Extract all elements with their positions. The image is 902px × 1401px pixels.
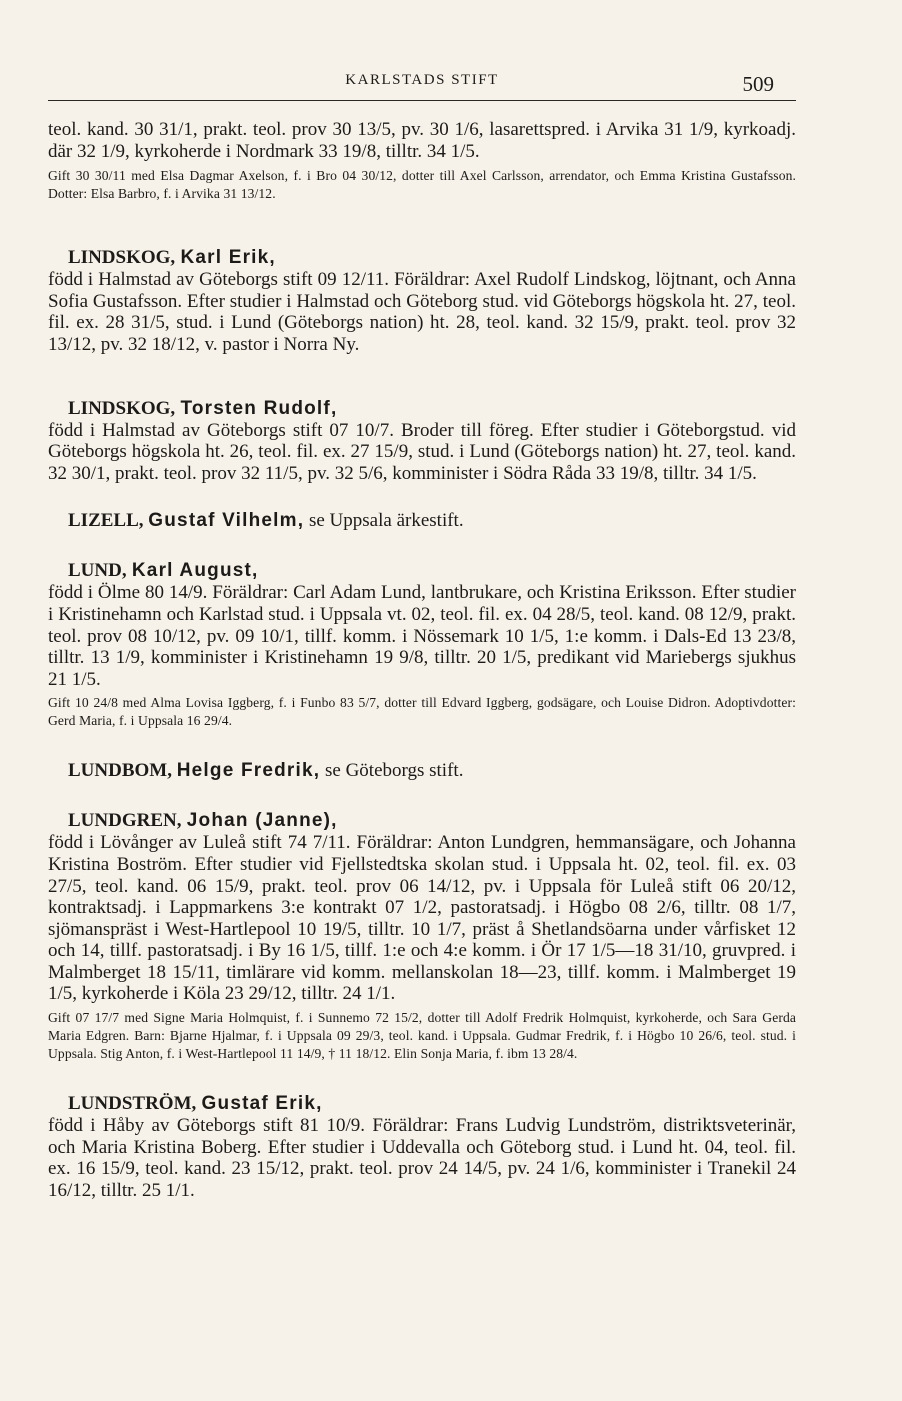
entry-given-name: Karl August,	[131, 560, 259, 582]
entry-cross-reference: se Uppsala ärkestift.	[308, 510, 464, 532]
entry-surname: LUND,	[68, 560, 127, 582]
entry-cross-reference: se Göteborgs stift.	[325, 760, 464, 782]
running-head: KARLSTADS STIFT	[345, 72, 499, 88]
entry-heading	[48, 398, 796, 420]
entry-heading	[48, 560, 796, 582]
entry-surname: LUNDGREN,	[68, 810, 182, 832]
entry-family: Gift 07 17/7 med Signe Maria Holmquist, f. i Sunnemo 72 15/2, dotter till Adolf Fredrik Holmquist, kyrkoherde, och Sara Gerda Maria Edgren. Barn: Bjarne Hjalmar, f. i Uppsala 09 29/3, teol. kand. i Uppsala. Gudmar Fredrik, f. i Högbo 10 26/6, teol. stud. i Uppsala. Stig Anton, f. i West-Hartlepool 11 14/9, † 11 18/12. Elin Sonja Maria, f. ibm 13 28/4.	[48, 1010, 796, 1062]
entry-bio: teol. kand. 30 31/1, prakt. teol. prov 30 13/5, pv. 30 1/6, lasarettspred. i Arvika 31 1/9, kyrkoadj. där 32 1/9, kyrkoherde i Nordmark 33 19/8, tilltr. 34 1/5.	[48, 119, 796, 162]
entry-surname: LINDSKOG,	[68, 247, 176, 269]
entry-lund-karl	[48, 560, 796, 730]
entry-surname: LIZELL,	[68, 510, 144, 532]
entry-bio: född i Håby av Göteborgs stift 81 10/9. Föräldrar: Frans Ludvig Lundström, distriktsveterinär, och Maria Kristina Boberg. Efter studier i Uddevalla och Göteborg stud. i Lund ht. 04, teol. fil. ex. 16 15/9, teol. kand. 23 15/12, prakt. teol. prov 24 14/5, pv. 24 1/6, komminister i Tranekil 24 16/12, tilltr. 25 1/1.	[48, 1115, 796, 1201]
entry-bio: född i Halmstad av Göteborgs stift 09 12/11. Föräldrar: Axel Rudolf Lindskog, löjtnant, och Anna Sofia Gustafsson. Efter studier i Halmstad och Göteborg stud. vid Göteborgs högskola ht. 27, teol. fil. ex. 28 31/5, stud. i Lund (Göteborgs nation) ht. 28, teol. kand. 32 15/9, prakt. teol. prov 32 13/12, pv. 32 18/12, v. pastor i Norra Ny.	[48, 269, 796, 355]
entry-given-name: Torsten Rudolf,	[180, 397, 338, 419]
entry-lundstrom-gustaf	[48, 1093, 796, 1201]
page-body	[48, 119, 796, 1229]
entry-given-name: Johan (Janne),	[186, 810, 338, 832]
entry-lundgren-johan	[48, 810, 796, 1063]
entry-bio: född i Lövånger av Luleå stift 74 7/11. Föräldrar: Anton Lundgren, hemmansägare, och Johanna Kristina Boström. Efter studier vid Fjellstedtska skolan stud. i Uppsala ht. 02, teol. fil. ex. 03 27/5, teol. kand. 06 15/9, prakt. teol. prov 06 14/12, pv. i Uppsala för Luleå stift 06 20/12, kontraktsadj. i Lappmarkens 3:e kontrakt 07 1/2, pastoratsadj. i Högbo 08 2/6, tilltr. 08 1/7, sjömanspräst i West-Hartlepool 10 19/5, tilltr. 10 1/7, präst å Shetlandsöarna under vårfisket 12 och 14, tillf. pastoratsadj. i By 16 1/5, tillf. 1:e och 4:e komm. i Ör 17 1/5—18 31/10, gruvpred. i Malmberget 18 15/11, timlärare vid komm. mellanskolan 18—23, tillf. komm. i Malmberget 19 1/5, kyrkoherde i Köla 23 29/12, tilltr. 24 1/1.	[48, 832, 796, 1005]
entry-continued	[48, 119, 796, 203]
entry-bio: född i Halmstad av Göteborgs stift 07 10/7. Broder till föreg. Efter studier i Göteborgstud. vid Göteborgs högskola ht. 26, teol. fil. ex. 27 15/9, stud. i Lund (Göteborgs nation) ht. 27, teol. kand. 32 30/1, prakt. teol. prov 32 11/5, pv. 32 5/6, komminister i Södra Råda 33 19/8, tilltr. 34 1/5.	[48, 419, 796, 484]
entry-surname: LUNDSTRÖM,	[68, 1093, 197, 1115]
entry-family: Gift 10 24/8 med Alma Lovisa Iggberg, f. i Funbo 83 5/7, dotter till Edvard Iggberg, godsägare, och Louise Didron. Adoptivdotter: Gerd Maria, f. i Uppsala 16 29/4.	[48, 695, 796, 729]
entry-surname: LINDSKOG,	[68, 397, 176, 419]
entry-lizell	[48, 510, 796, 532]
entry-lindskog-torsten	[48, 398, 796, 485]
entry-given-name: Gustaf Erik,	[201, 1093, 323, 1115]
entry-heading	[48, 247, 796, 269]
entry-given-name: Helge Fredrik,	[176, 760, 321, 782]
entry-heading	[48, 810, 796, 832]
page-number: 509	[742, 72, 774, 96]
entry-lindskog-karl	[48, 247, 796, 355]
entry-lundbom	[48, 760, 796, 782]
entry-bio: född i Ölme 80 14/9. Föräldrar: Carl Adam Lund, lantbrukare, och Kristina Eriksson. Efter studier i Kristinehamn och Karlstad stud. i Uppsala vt. 02, teol. fil. ex. 04 28/5, teol. kand. 08 12/9, prakt. teol. prov 08 10/12, pv. 09 10/1, tillf. komm. i Nössemark 10 1/5, 1:e komm. i Dals-Ed 13 23/8, tilltr. 13 1/9, komminister i Kristinehamn 19 9/8, tilltr. 20 1/5, predikant vid Mariebergs sjukhus 21 1/5.	[48, 582, 796, 690]
entry-family: Gift 30 30/11 med Elsa Dagmar Axelson, f. i Bro 04 30/12, dotter till Axel Carlsson, arrendator, och Emma Kristina Gustafsson. Dotter: Elsa Barbro, f. i Arvika 31 13/12.	[48, 168, 796, 202]
page-header	[48, 70, 796, 101]
entry-given-name: Gustaf Vilhelm,	[148, 510, 305, 532]
entry-heading	[48, 1093, 796, 1115]
entry-surname: LUNDBOM,	[68, 760, 172, 782]
entry-given-name: Karl Erik,	[180, 247, 276, 269]
